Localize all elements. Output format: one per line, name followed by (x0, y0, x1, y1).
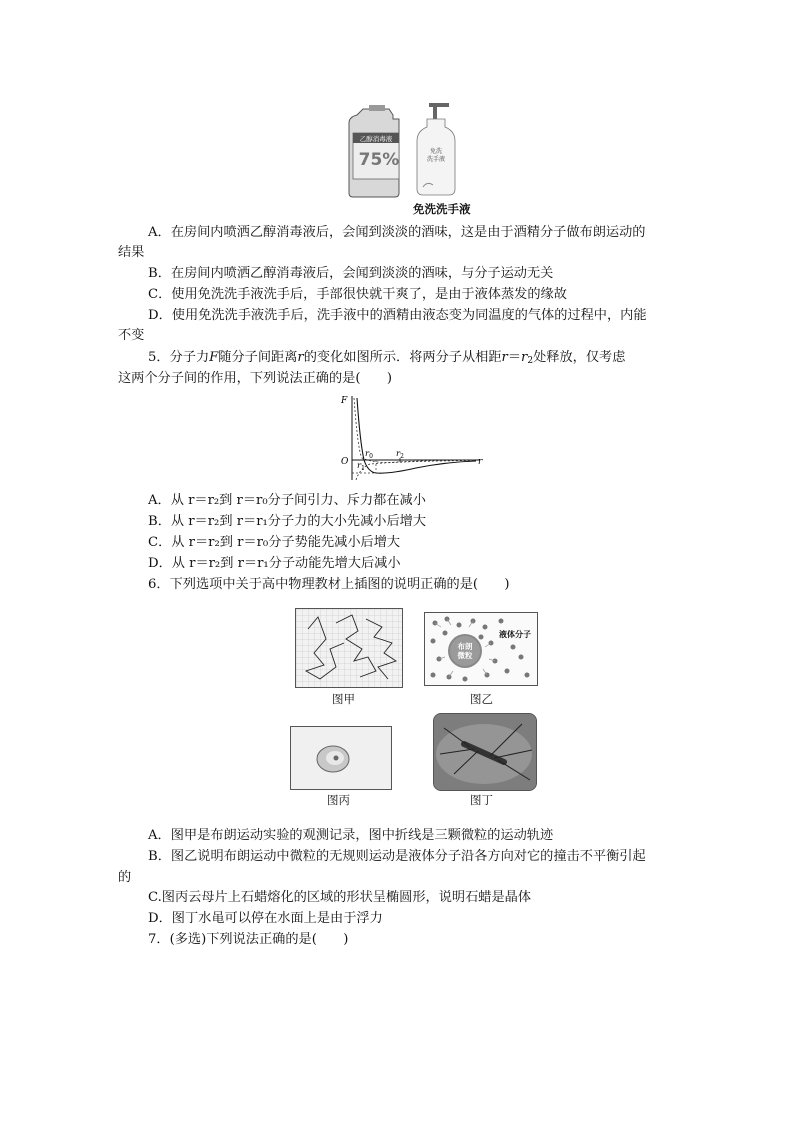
disinfectant-bottles-image (345, 103, 465, 199)
yi-liquid-label: 液体分子 (499, 630, 531, 639)
graph-f-label: F (341, 396, 348, 406)
force-distance-graph (336, 392, 486, 484)
q4-option-c: C．使用免洗洗手液洗手后，手部很快就干爽了，是由于液体蒸发的缘故 (148, 287, 567, 302)
q6-option-b-line2: 的 (118, 870, 132, 885)
q5-option-c: C．从 r＝r₂到 r＝r₀分子势能先减小后增大 (148, 535, 401, 550)
figure-ding-water-strider (433, 713, 537, 791)
q5-option-d: D．从 r＝r₂到 r＝r₁分子动能先增大后减小 (148, 556, 401, 571)
q6-option-a: A．图甲是布朗运动实验的观测记录，图中折线是三颗微粒的运动轨迹 (148, 828, 554, 843)
yi-particle-label-1: 布朗 (457, 642, 473, 651)
q4-option-b: B．在房间内喷洒乙醇消毒液后，会闻到淡淡的酒味，与分子运动无关 (148, 266, 554, 281)
q4-option-a-line1: A．在房间内喷洒乙醇消毒液后，会闻到淡淡的酒味，这是由于酒精分子做布朗运动的 (148, 225, 646, 240)
graph-r1-label: $r_1$ (357, 461, 365, 472)
graph-r0-label: $r_0$ (365, 449, 373, 460)
q6-option-b-line1: B．图乙说明布朗运动中微粒的无规则运动是液体分子沿各方向对它的撞击不平衡引起 (148, 849, 646, 864)
bottle-percent: 75% (358, 150, 400, 170)
bottles-caption: 免洗洗手液 (413, 202, 471, 216)
pump-label-2: 洗手液 (426, 156, 446, 163)
q4-option-a-line2: 结果 (118, 245, 145, 260)
q5-stem-line2: 这两个分子间的作用，下列说法正确的是( ) (118, 371, 393, 386)
figure-bing-mica-wax (290, 726, 392, 790)
figure-bing-caption: 图丙 (327, 793, 350, 807)
q4-option-d-line1: D．使用免洗洗手液洗手后，洗手液中的酒精由液态变为同温度的气体的过程中，内能 (148, 308, 647, 323)
q5-stem-line1: 5．分子力F随分子间距离r的变化如图所示．将两分子从相距$r=r_2$处释放，仅考虑 (148, 350, 626, 366)
yi-particle-label-2: 微粒 (457, 651, 473, 660)
q5-option-b: B．从 r＝r₂到 r＝r₁分子力的大小先减小后增大 (148, 514, 427, 529)
figure-ding-caption: 图丁 (470, 793, 493, 807)
q4-option-d-line2: 不变 (118, 328, 145, 343)
figure-yi-liquid-molecules (424, 612, 538, 686)
graph-origin-label: O (341, 457, 349, 467)
q6-stem: 6．下列选项中关于高中物理教材上插图的说明正确的是( ) (148, 577, 510, 592)
figure-yi-caption: 图乙 (470, 692, 493, 706)
q6-option-c: C.图丙云母片上石蜡熔化的区域的形状呈椭圆形，说明石蜡是晶体 (148, 890, 532, 905)
graph-r2-label: $r_2$ (396, 449, 404, 460)
q5-option-a: A．从 r＝r₂到 r＝r₀分子间引力、斥力都在减小 (148, 493, 426, 508)
q6-option-d: D．图丁水黾可以停在水面上是由于浮力 (148, 911, 383, 926)
pump-label-1: 免洗 (429, 148, 443, 155)
graph-r-axis-label: r (478, 457, 483, 467)
q7-stem: 7．(多选)下列说法正确的是( ) (148, 932, 349, 947)
figure-jia-brownian-trace (295, 608, 403, 688)
figure-jia-caption: 图甲 (332, 692, 355, 706)
bottle-label: 乙醇消毒液 (359, 135, 393, 143)
